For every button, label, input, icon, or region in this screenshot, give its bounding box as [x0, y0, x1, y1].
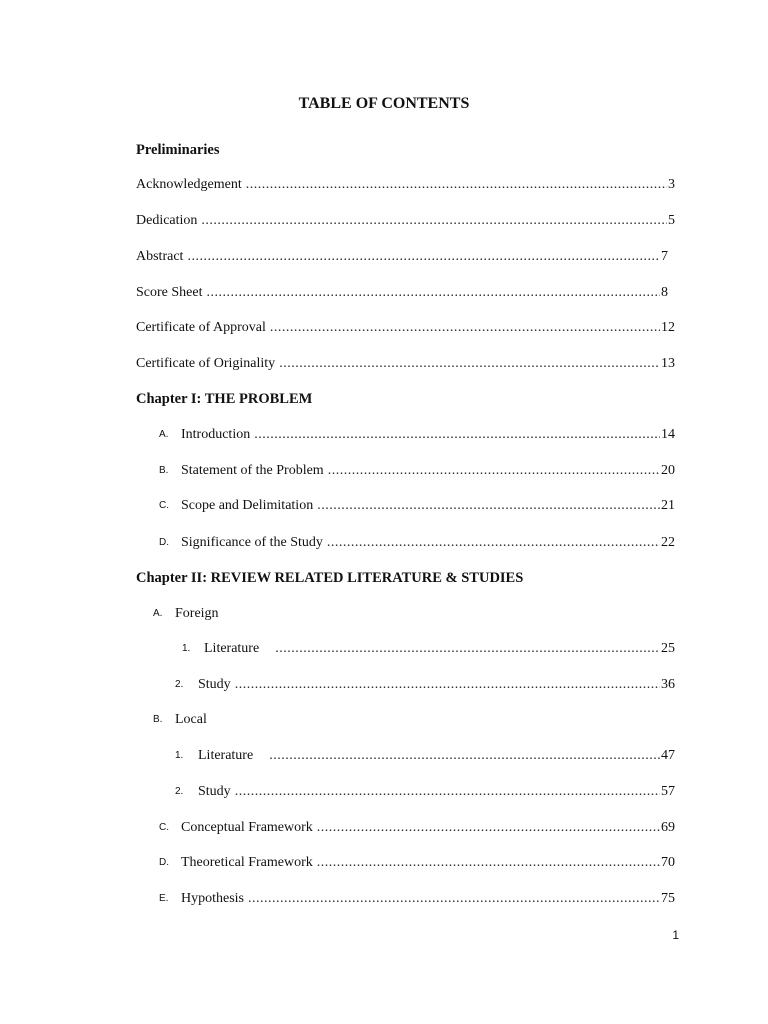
- dot-leader: [206, 284, 660, 302]
- toc-entry-foreign-literature[interactable]: [182, 640, 675, 658]
- page-number: 1: [672, 928, 679, 942]
- toc-subheading-foreign[interactable]: [153, 605, 219, 623]
- list-marker: 2.: [175, 679, 184, 690]
- dot-leader: [201, 212, 667, 230]
- toc-entry-page: 8: [661, 285, 668, 300]
- toc-entry-significance-of-the-study[interactable]: [159, 534, 675, 552]
- toc-entry-certificate-of-approval[interactable]: [136, 319, 675, 337]
- dot-leader: [246, 176, 667, 194]
- dot-leader: [235, 676, 660, 694]
- toc-entry-theoretical-framework[interactable]: [159, 854, 675, 872]
- page-title: TABLE OF CONTENTS: [298, 95, 470, 112]
- toc-entry-acknowledgement[interactable]: [136, 176, 675, 194]
- dot-leader: [317, 497, 660, 515]
- toc-entry-label: Introduction: [181, 427, 251, 442]
- toc-entry-page: 20: [661, 463, 675, 478]
- toc-entry-page: 47: [661, 748, 675, 763]
- toc-entry-page: 14: [661, 427, 675, 442]
- dot-leader: [235, 783, 660, 801]
- dot-leader: [275, 640, 660, 658]
- toc-entry-label: Literature: [198, 748, 254, 763]
- toc-entry-page: 57: [661, 784, 675, 799]
- toc-entry-label: Theoretical Framework: [181, 855, 313, 870]
- toc-entry-label: Hypothesis: [181, 891, 244, 906]
- toc-entry-page: 22: [661, 535, 675, 550]
- toc-subheading-label: Local: [175, 712, 207, 727]
- toc-subheading-local[interactable]: [153, 711, 207, 729]
- toc-entry-page: 25: [661, 641, 675, 656]
- dot-leader: [254, 426, 660, 444]
- section-heading-chapter-2: Chapter II: REVIEW RELATED LITERATURE & STUDIES: [136, 570, 524, 586]
- list-marker: C.: [159, 500, 169, 511]
- toc-entry-label: Abstract: [136, 249, 184, 264]
- dot-leader: [187, 248, 660, 266]
- toc-entry-page: 70: [661, 855, 675, 870]
- toc-entry-label: Score Sheet: [136, 285, 203, 300]
- list-marker: 2.: [175, 786, 184, 797]
- dot-leader: [317, 854, 660, 872]
- toc-entry-page: 13: [661, 356, 675, 371]
- toc-entry-foreign-study[interactable]: [175, 676, 675, 694]
- toc-entry-label: Literature: [204, 641, 260, 656]
- toc-entry-conceptual-framework[interactable]: [159, 819, 675, 837]
- toc-entry-label: Certificate of Originality: [136, 356, 276, 371]
- toc-entry-label: Study: [198, 677, 231, 692]
- list-marker: 1.: [175, 750, 184, 761]
- toc-entry-page: 5: [668, 213, 675, 228]
- dot-leader: [270, 319, 660, 337]
- toc-entry-page: 3: [668, 177, 675, 192]
- toc-entry-local-literature[interactable]: [175, 747, 675, 765]
- list-marker: E.: [159, 893, 169, 904]
- section-heading-chapter-1: Chapter I: THE PROBLEM: [136, 391, 313, 407]
- toc-entry-page: 12: [661, 320, 675, 335]
- toc-entry-abstract[interactable]: [136, 248, 668, 266]
- toc-entry-label: Dedication: [136, 213, 198, 228]
- toc-entry-page: 36: [661, 677, 675, 692]
- list-marker: D.: [159, 857, 169, 868]
- toc-entry-label: Certificate of Approval: [136, 320, 266, 335]
- list-marker: A.: [159, 429, 169, 440]
- list-marker: B.: [153, 714, 163, 725]
- toc-entry-statement-of-the-problem[interactable]: [159, 462, 675, 480]
- toc-entry-page: 75: [661, 891, 675, 906]
- list-marker: A.: [153, 608, 163, 619]
- toc-entry-label: Statement of the Problem: [181, 463, 324, 478]
- dot-leader: [279, 355, 660, 373]
- dot-leader: [248, 890, 660, 908]
- toc-entry-page: 21: [661, 498, 675, 513]
- toc-entry-page: 69: [661, 820, 675, 835]
- toc-entry-introduction[interactable]: [159, 426, 675, 444]
- toc-entry-label: Acknowledgement: [136, 177, 242, 192]
- toc-subheading-label: Foreign: [175, 606, 219, 621]
- dot-leader: [327, 534, 660, 552]
- dot-leader: [328, 462, 660, 480]
- toc-entry-hypothesis[interactable]: [159, 890, 675, 908]
- toc-entry-score-sheet[interactable]: [136, 284, 668, 302]
- toc-entry-label: Conceptual Framework: [181, 820, 313, 835]
- toc-entry-page: 7: [661, 249, 668, 264]
- toc-entry-label: Study: [198, 784, 231, 799]
- section-heading-preliminaries: Preliminaries: [136, 142, 220, 158]
- toc-entry-label: Scope and Delimitation: [181, 498, 314, 513]
- toc-entry-local-study[interactable]: [175, 783, 675, 801]
- list-marker: B.: [159, 465, 169, 476]
- toc-entry-certificate-of-originality[interactable]: [136, 355, 675, 373]
- list-marker: C.: [159, 822, 169, 833]
- dot-leader: [269, 747, 660, 765]
- toc-entry-scope-and-delimitation[interactable]: [159, 497, 675, 515]
- toc-entry-label: Significance of the Study: [181, 535, 323, 550]
- toc-entry-dedication[interactable]: [136, 212, 675, 230]
- list-marker: 1.: [182, 643, 191, 654]
- dot-leader: [317, 819, 660, 837]
- list-marker: D.: [159, 537, 169, 548]
